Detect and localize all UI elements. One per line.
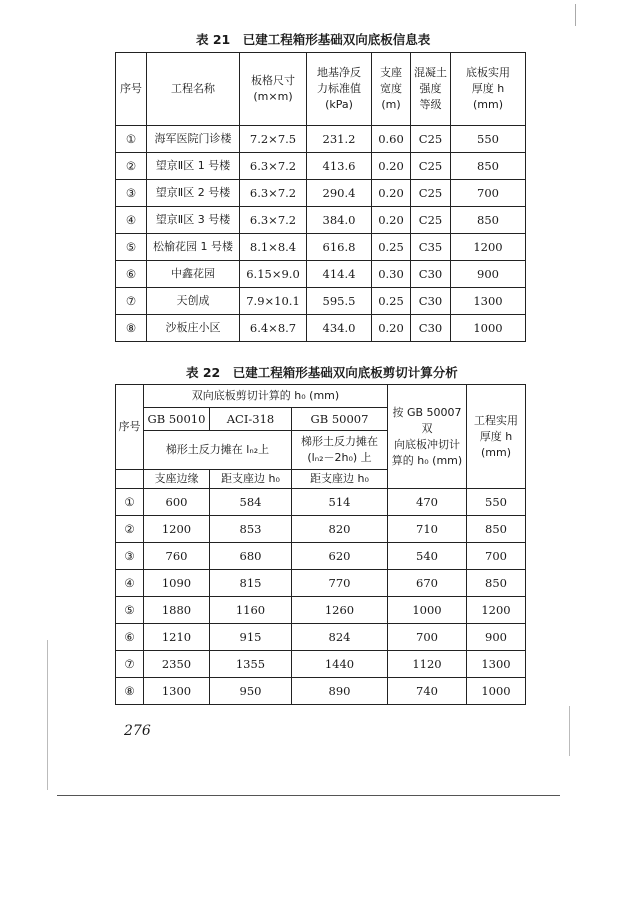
table21-header-cell — [451, 53, 526, 126]
scan-artifact — [569, 706, 570, 756]
page-number: 276 — [124, 723, 151, 739]
header-text: 工程实用 厚度 h (mm) — [474, 413, 518, 459]
table-cell: 望京Ⅱ区 2 号楼 — [147, 180, 240, 207]
table-cell: 1300 — [144, 678, 210, 705]
table-cell: 1200 — [467, 597, 526, 624]
table-cell: 850 — [451, 153, 526, 180]
table-cell: 584 — [210, 489, 292, 516]
table-cell: ⑧ — [116, 678, 144, 705]
table-cell: 沙板庄小区 — [147, 315, 240, 342]
table-cell: ① — [116, 489, 144, 516]
table21-header-cell — [240, 53, 307, 126]
table-cell: 0.20 — [372, 153, 411, 180]
table-cell: C25 — [411, 153, 451, 180]
table-cell: C30 — [411, 315, 451, 342]
table-row — [116, 207, 526, 234]
table-cell: 550 — [467, 489, 526, 516]
table-cell: 700 — [451, 180, 526, 207]
table-cell: 700 — [388, 624, 467, 651]
header-text: 双向底板剪切计算的 h₀ (mm) — [191, 389, 340, 402]
table-cell: 1440 — [292, 651, 388, 678]
table-cell: 700 — [467, 543, 526, 570]
table21-header-cell — [372, 53, 411, 126]
header-text: 工程名称 — [171, 82, 215, 95]
table21-header-cell — [307, 53, 372, 126]
table-cell: 820 — [292, 516, 388, 543]
table-cell: 890 — [292, 678, 388, 705]
table22-header-empty — [116, 470, 144, 489]
table-cell: C25 — [411, 126, 451, 153]
table-cell: 824 — [292, 624, 388, 651]
table-cell: 540 — [388, 543, 467, 570]
table-cell: 384.0 — [307, 207, 372, 234]
table-cell: 900 — [451, 261, 526, 288]
table-cell: 望京Ⅱ区 3 号楼 — [147, 207, 240, 234]
table-cell: 松榆花园 1 号楼 — [147, 234, 240, 261]
header-text: 地基净反 力标准值 (kPa) — [317, 66, 361, 111]
table-row — [116, 180, 526, 207]
table-row — [116, 261, 526, 288]
table-cell: 8.1×8.4 — [240, 234, 307, 261]
table-cell: ⑦ — [116, 651, 144, 678]
table22-header-punch — [388, 385, 467, 489]
table-cell: 中鑫花园 — [147, 261, 240, 288]
table-row — [116, 570, 526, 597]
header-text: 序号 — [118, 420, 141, 433]
table-cell: 1120 — [388, 651, 467, 678]
table-cell: 290.4 — [307, 180, 372, 207]
table-cell: ③ — [116, 180, 147, 207]
header-text: 距支座边 h₀ — [221, 472, 280, 485]
table-row — [116, 234, 526, 261]
table-cell: 595.5 — [307, 288, 372, 315]
table-cell: 1300 — [467, 651, 526, 678]
header-text: 支座 宽度 (m) — [380, 66, 402, 111]
table21-caption: 表 21 已建工程箱形基础双向底板信息表 — [196, 32, 431, 47]
header-text: 板格尺寸 (m×m) — [251, 74, 295, 103]
table-cell: 670 — [388, 570, 467, 597]
table-cell: 6.15×9.0 — [240, 261, 307, 288]
header-text: 梯形土反力摊在 lₙ₂上 — [165, 443, 270, 456]
table-cell: 0.60 — [372, 126, 411, 153]
table-cell: 0.25 — [372, 288, 411, 315]
table-cell: 470 — [388, 489, 467, 516]
table21-header-cell — [147, 53, 240, 126]
table-cell: 7.2×7.5 — [240, 126, 307, 153]
table-cell: 950 — [210, 678, 292, 705]
table-cell: ⑦ — [116, 288, 147, 315]
table-cell: 550 — [451, 126, 526, 153]
table-cell: 0.20 — [372, 315, 411, 342]
table-row — [116, 597, 526, 624]
table-cell: C25 — [411, 207, 451, 234]
header-text: 混凝土 强度 等级 — [414, 66, 447, 111]
scan-artifact — [575, 4, 576, 26]
table-cell: 850 — [467, 570, 526, 597]
table-cell: 1880 — [144, 597, 210, 624]
table-cell: 680 — [210, 543, 292, 570]
table-cell: ⑧ — [116, 315, 147, 342]
table-cell: 620 — [292, 543, 388, 570]
table-cell: ⑥ — [116, 624, 144, 651]
table22-header-serial — [116, 385, 144, 470]
table22-header-dist-b — [292, 470, 388, 489]
table-cell: 6.3×7.2 — [240, 180, 307, 207]
table-cell: ④ — [116, 207, 147, 234]
table-cell: 770 — [292, 570, 388, 597]
table-cell: 900 — [467, 624, 526, 651]
table22-header-shear-group — [144, 385, 388, 408]
table22-header-dist-a — [210, 470, 292, 489]
table-row — [116, 678, 526, 705]
table-cell: 616.8 — [307, 234, 372, 261]
header-text: GB 50010 — [147, 412, 206, 426]
table-cell: ⑥ — [116, 261, 147, 288]
table-cell: C35 — [411, 234, 451, 261]
table22-header-row — [116, 385, 526, 408]
table22-header-aci — [210, 408, 292, 431]
table22 — [115, 384, 526, 705]
header-text: 底板实用 厚度 h (mm) — [466, 66, 510, 111]
table-cell: 853 — [210, 516, 292, 543]
header-text: 支座边缘 — [154, 472, 199, 485]
table-cell: 2350 — [144, 651, 210, 678]
table-cell: 915 — [210, 624, 292, 651]
table-cell: 414.4 — [307, 261, 372, 288]
page-footer-rule — [57, 795, 560, 796]
table-row — [116, 651, 526, 678]
table-row — [116, 489, 526, 516]
header-text: 序号 — [120, 82, 142, 95]
table-cell: ① — [116, 126, 147, 153]
table21-header-cell — [116, 53, 147, 126]
table-cell: 0.20 — [372, 207, 411, 234]
table22-header-trap-a — [144, 431, 292, 470]
table-row — [116, 126, 526, 153]
header-text: 距支座边 h₀ — [310, 472, 369, 485]
table-cell: ③ — [116, 543, 144, 570]
table22-header-actual — [467, 385, 526, 489]
table-cell: 413.6 — [307, 153, 372, 180]
table-cell: 1300 — [451, 288, 526, 315]
table-cell: 850 — [451, 207, 526, 234]
header-text: 梯形土反力摊在 (lₙ₂－2h₀) 上 — [301, 435, 378, 464]
table-cell: 1000 — [467, 678, 526, 705]
table-cell: 1200 — [144, 516, 210, 543]
table-row — [116, 315, 526, 342]
table22-header-trap-b — [292, 431, 388, 470]
table-cell: 514 — [292, 489, 388, 516]
header-text: ACI-318 — [226, 412, 275, 426]
table-cell: 710 — [388, 516, 467, 543]
scan-artifact — [47, 640, 48, 790]
table-row — [116, 153, 526, 180]
table-cell: 7.9×10.1 — [240, 288, 307, 315]
table-cell: 1210 — [144, 624, 210, 651]
table-row — [116, 516, 526, 543]
header-text: 按 GB 50007 双 向底板冲切计 算的 h₀ (mm) — [391, 405, 463, 467]
table-cell: ⑤ — [116, 234, 147, 261]
table-cell: 1160 — [210, 597, 292, 624]
table22-caption: 表 22 已建工程箱形基础双向底板剪切计算分析 — [186, 365, 458, 380]
table-cell: 1260 — [292, 597, 388, 624]
table-cell: ④ — [116, 570, 144, 597]
table-cell: 0.25 — [372, 234, 411, 261]
table-row — [116, 543, 526, 570]
table22-header-gb50010 — [144, 408, 210, 431]
table-cell: 1355 — [210, 651, 292, 678]
table-cell: ⑤ — [116, 597, 144, 624]
table-cell: ② — [116, 516, 144, 543]
table21-header-cell — [411, 53, 451, 126]
table-cell: 1200 — [451, 234, 526, 261]
table22-header-gb50007 — [292, 408, 388, 431]
table-cell: C30 — [411, 261, 451, 288]
table-row — [116, 288, 526, 315]
table-cell: 600 — [144, 489, 210, 516]
table-cell: 6.3×7.2 — [240, 153, 307, 180]
table-cell: 740 — [388, 678, 467, 705]
table-cell: 0.20 — [372, 180, 411, 207]
table-cell: 天创成 — [147, 288, 240, 315]
table-cell: 815 — [210, 570, 292, 597]
table-cell: 望京Ⅱ区 1 号楼 — [147, 153, 240, 180]
table-cell: ② — [116, 153, 147, 180]
table-cell: 434.0 — [307, 315, 372, 342]
table-row — [116, 624, 526, 651]
table-cell: 760 — [144, 543, 210, 570]
header-text: GB 50007 — [310, 412, 369, 426]
table22-header-support-edge — [144, 470, 210, 489]
table-cell: 1090 — [144, 570, 210, 597]
table-cell: 6.3×7.2 — [240, 207, 307, 234]
table-cell: 海军医院门诊楼 — [147, 126, 240, 153]
table-cell: C25 — [411, 180, 451, 207]
table-cell: C30 — [411, 288, 451, 315]
table-cell: 0.30 — [372, 261, 411, 288]
table-cell: 1000 — [451, 315, 526, 342]
table-cell: 231.2 — [307, 126, 372, 153]
table21-header-row — [116, 53, 526, 126]
table-cell: 1000 — [388, 597, 467, 624]
table21 — [115, 52, 526, 342]
table-cell: 6.4×8.7 — [240, 315, 307, 342]
table-cell: 850 — [467, 516, 526, 543]
